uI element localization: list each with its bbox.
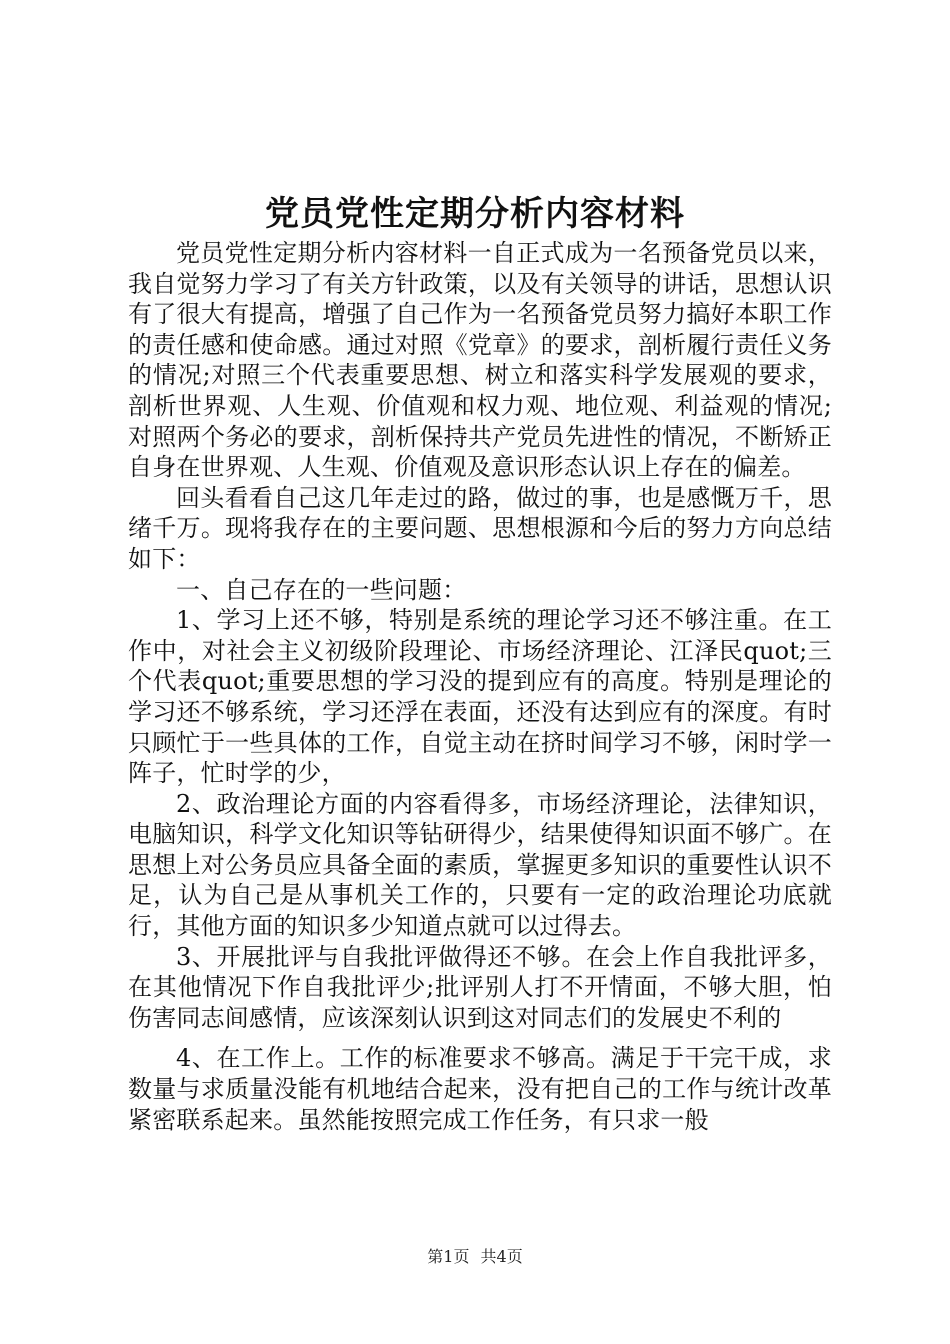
document-body	[128, 238, 832, 1135]
paragraph-item-2: 2、政治理论方面的内容看得多，市场经济理论，法律知识，电脑知识，科学文化知识等钻研得少，结果使得知识面不够广。在思想上对公务员应具备全面的素质，掌握更多知识的重要性认识不足，认为自己是从事机关工作的，只要有一定的政治理论功底就行，其他方面的知识多少知道点就可以过得去。	[128, 789, 832, 941]
paragraph-item-4: 4、在工作上。工作的标准要求不够高。满足于干完干成，求数量与求质量没能有机地结合起来，没有把自己的工作与统计改革紧密联系起来。虽然能按照完成工作任务，有只求一般	[128, 1044, 832, 1134]
page-footer	[0, 1244, 950, 1267]
paragraph-item-3: 3、开展批评与自我批评做得还不够。在会上作自我批评多，在其他情况下作自我批评少;批评别人打不开情面，不够大胆，怕伤害同志间感情，应该深刻认识到这对同志们的发展史不利的	[128, 942, 832, 1032]
page-number: 第1页	[427, 1247, 470, 1266]
paragraph-reflection: 回头看看自己这几年走过的路，做过的事，也是感慨万千，思绪千万。现将我存在的主要问题、思想根源和今后的努力方向总结如下：	[128, 483, 832, 573]
paragraph-intro: 党员党性定期分析内容材料一自正式成为一名预备党员以来，我自觉努力学习了有关方针政策，以及有关领导的讲话，思想认识有了很大有提高，增强了自己作为一名预备党员努力搞好本职工作的责任感和使命感。通过对照《党章》的要求，剖析履行责任义务的情况;对照三个代表重要思想、树立和落实科学发展观的要求，剖析世界观、人生观、价值观和权力观、地位观、利益观的情况;对照两个务必的要求，剖析保持共产党员先进性的情况，不断矫正自身在世界观、人生观、价值观及意识形态认识上存在的偏差。	[128, 239, 832, 482]
section-heading-problems: 一、自己存在的一些问题：	[176, 575, 467, 604]
document-title: 党员党性定期分析内容材料	[265, 194, 685, 234]
page-total: 共4页	[480, 1247, 523, 1266]
paragraph-item-1: 1、学习上还不够，特别是系统的理论学习还不够注重。在工作中，对社会主义初级阶段理论、市场经济理论、江泽民quot;三个代表quot;重要思想的学习没的提到应有的高度。特别是理论的学习还不够系统，学习还浮在表面，还没有达到应有的深度。有时只顾忙于一些具体的工作，自觉主动在挤时间学习不够，闲时学一阵子，忙时学的少，	[128, 606, 832, 788]
